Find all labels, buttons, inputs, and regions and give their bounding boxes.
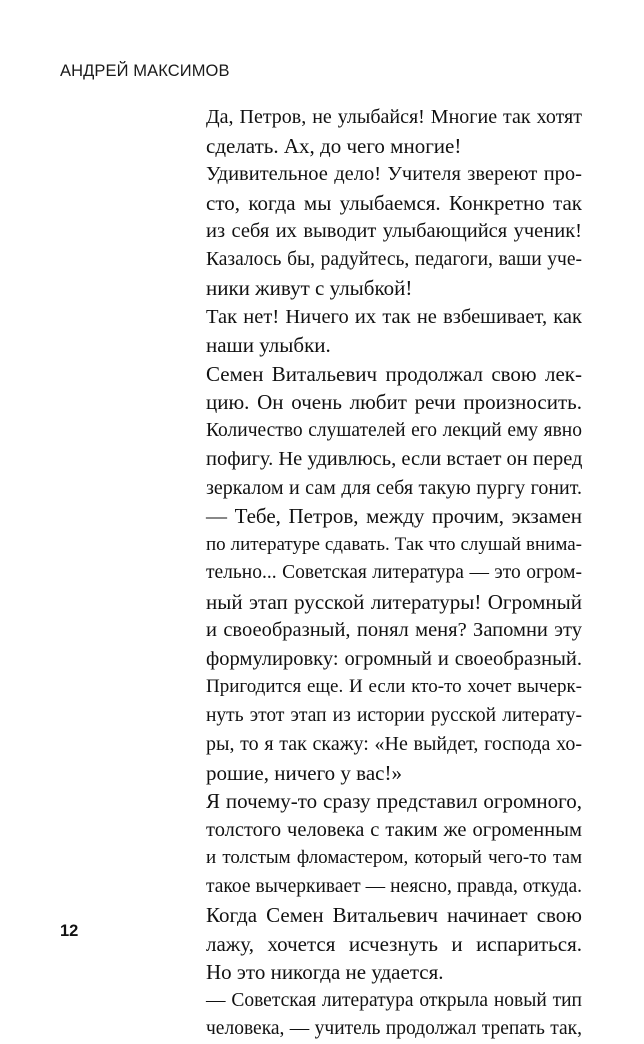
text-line: Удивительное дело! Учителя звереют про- — [206, 163, 582, 185]
text-line: сто, когда мы улыбаемся. Конкретно так — [206, 190, 582, 215]
text-line: ный этап русской литературы! Огромный — [206, 589, 582, 614]
text-line: формулировку: огромный и своеобразный. — [206, 647, 582, 670]
text-line: и толстым фломастером, который чего-то там — [206, 847, 582, 868]
text-line: из себя их выводит улыбающийся ученик! — [206, 220, 582, 242]
text-line: Когда Семен Витальевич начинает свою — [206, 903, 582, 927]
text-line: такое вычеркивает — неясно, правда, откуда. — [206, 875, 582, 897]
text-line: и своеобразный, понял меня? Запомни эту — [206, 619, 582, 641]
text-line: Количество слушателей его лекций ему явно — [206, 419, 582, 441]
text-line: тельно... Советская литература — это огром- — [206, 562, 582, 583]
text-line: Пригодится еще. И если кто-то хочет вычерк- — [206, 676, 582, 697]
text-line: — Тебе, Петров, между прочим, экзамен — [206, 504, 582, 528]
text-line: зеркалом и сам для себя такую пургу гонит. — [206, 476, 582, 499]
text-line: Но это никогда не удается. — [206, 960, 444, 984]
text-line: наши улыбки. — [206, 333, 331, 357]
body-text — [206, 103, 582, 1044]
text-line: лажу, хочется исчезнуть и испариться. — [206, 931, 582, 956]
text-line: нуть этот этап из истории русской литерату- — [206, 704, 582, 726]
text-line: Семен Витальевич продолжал свою лек- — [206, 361, 582, 386]
text-line: толстого человека с таким же огроменным — [206, 818, 582, 841]
text-line: цию. Он очень любит речи произносить. — [206, 390, 582, 414]
text-line: Я почему-то сразу представил огромного, — [206, 789, 582, 813]
text-line: сделать. Ах, до чего многие! — [206, 133, 462, 158]
text-line: рошие, ничего у вас!» — [206, 760, 402, 785]
text-line: Да, Петров, не улыбайся! Многие так хотят — [206, 106, 582, 128]
text-line: по литературе сдавать. Так что слушай внима- — [206, 533, 582, 555]
running-header-author: АНДРЕЙ МАКСИМОВ — [60, 62, 230, 80]
text-line: пофигу. Не удивлюсь, если встает он перед — [206, 448, 583, 470]
text-line: ры, то я так скажу: «Не выйдет, господа хо- — [206, 733, 582, 755]
text-line: Казалось бы, радуйтесь, педагоги, ваши уче- — [206, 248, 582, 270]
page-number: 12 — [60, 922, 79, 940]
text-line: — Советская литература открыла новый тип — [206, 989, 582, 1011]
text-line: человека, — учитель продолжал трепать так, — [206, 1018, 582, 1039]
text-line: ники живут с улыбкой! — [206, 276, 413, 300]
text-line: Так нет! Ничего их так не взбешивает, как — [206, 305, 582, 328]
